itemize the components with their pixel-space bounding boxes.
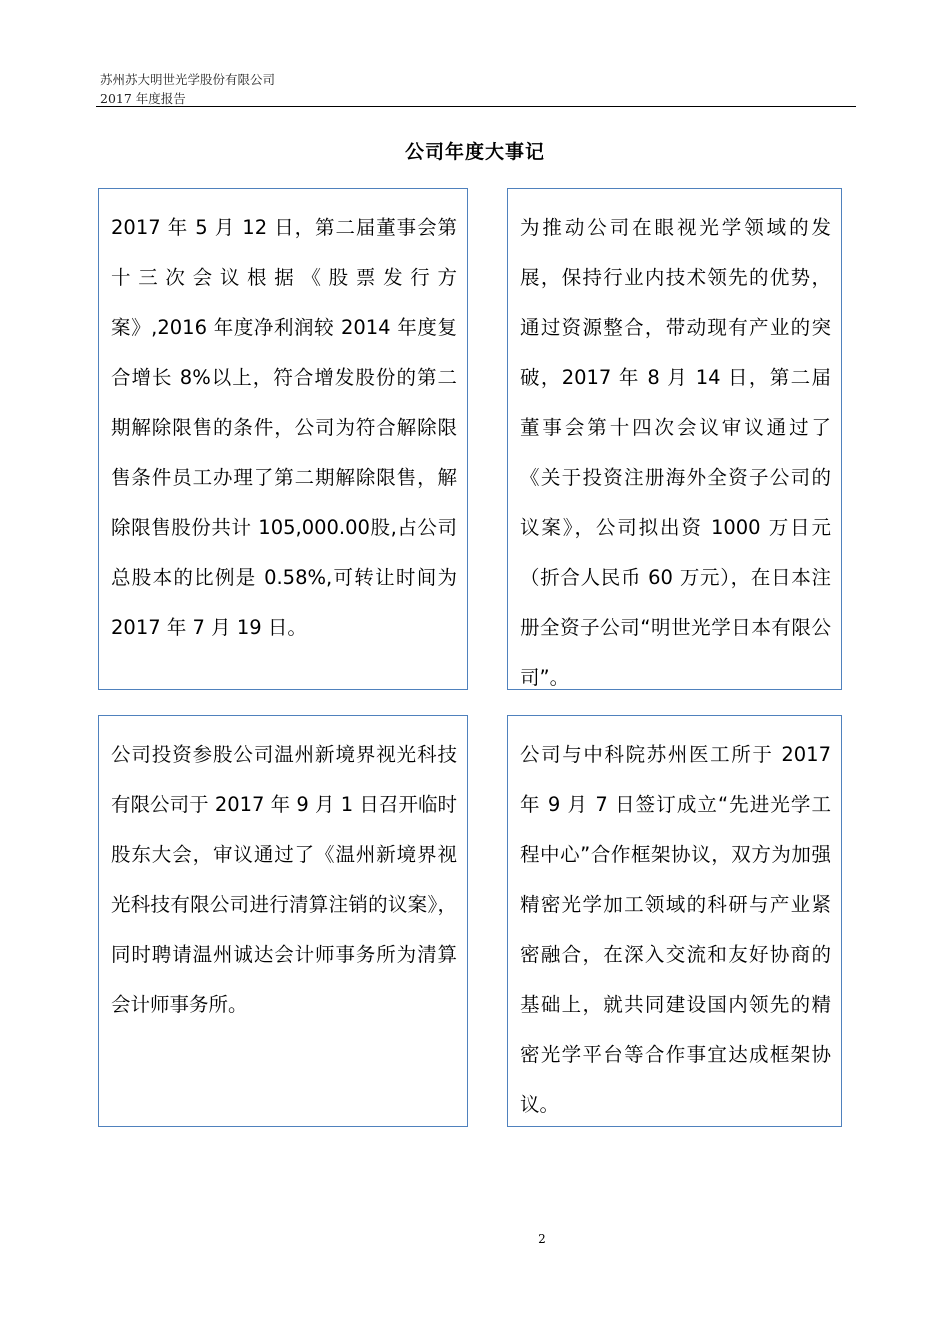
page-title: 公司年度大事记 <box>404 141 545 163</box>
page-header <box>100 70 855 108</box>
header-company-name: 苏州苏大明世光学股份有限公司 <box>100 72 276 87</box>
event-box-japan-subsidiary: 为推动公司在眼视光学领域的发展，保持行业内技术领先的优势，通过资源整合，带动现有产业的突破，2017 年 8 月 14 日，第二届董事会第十四次会议审议通过了《关于投资注册海外全资子公司的议案》，公司拟出资 1000 万日元（折合人民币 60 万元），在日本注册全资子公司“明世光学日本有限公司”。 <box>507 188 842 690</box>
page-number: 2 <box>538 1232 546 1246</box>
header-report-name: 2017 年度报告 <box>100 91 186 106</box>
header-divider <box>96 106 856 107</box>
event-box-share-release: 2017 年 5 月 12 日，第二届董事会第十三次会议根据《股票发行方案》,2016 年度净利润较 2014 年度复合增长 8%以上，符合增发股份的第二期解除限售的条件，公司为符合解除限售条件员工办理了第二期解除限售，解除限售股份共计 105,000.00股,占公司总股本的比例是 0.58%,可转让时间为 2017 年 7 月 19 日。 <box>98 188 468 690</box>
event-box-wenzhou-liquidation: 公司投资参股公司温州新境界视光科技有限公司于 2017 年 9 月 1 日召开临时股东大会，审议通过了《温州新境界视光科技有限公司进行清算注销的议案》，同时聘请温州诚达会计师事务所为清算会计师事务所。 <box>98 715 468 1127</box>
event-box-optics-center-agreement: 公司与中科院苏州医工所于 2017 年 9 月 7 日签订成立“先进光学工程中心”合作框架协议，双方为加强精密光学加工领域的科研与产业紧密融合，在深入交流和友好协商的基础上，就共同建设国内领先的精密光学平台等合作事宜达成框架协议。 <box>507 715 842 1127</box>
